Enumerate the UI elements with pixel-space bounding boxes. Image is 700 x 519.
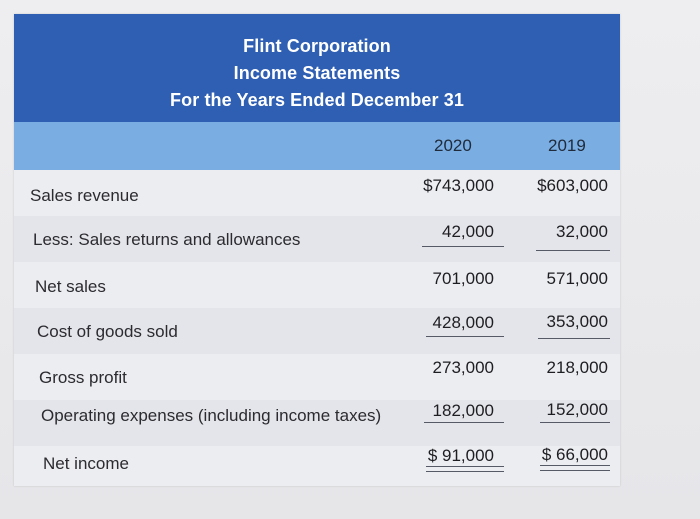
subtotal-underline <box>424 422 504 423</box>
value-2020: $743,000 <box>423 176 494 195</box>
value-2019: $ 66,000 <box>541 445 608 464</box>
row-label: Sales revenue <box>30 186 139 205</box>
total-double-underline <box>540 465 610 471</box>
row-label: Net income <box>43 454 129 473</box>
table-row <box>14 400 620 446</box>
column-header-2019: 2019 <box>548 136 586 155</box>
value-2019: 353,000 <box>546 312 608 331</box>
subtotal-underline <box>536 250 610 251</box>
subtotal-underline <box>540 422 610 423</box>
row-label: Gross profit <box>39 368 127 387</box>
statement-period: For the Years Ended December 31 <box>170 90 464 110</box>
value-2019: 571,000 <box>546 269 608 288</box>
row-label: Less: Sales returns and allowances <box>33 230 301 249</box>
subtotal-underline <box>426 336 504 337</box>
value-2020: 701,000 <box>432 269 494 288</box>
table-row <box>14 262 620 308</box>
value-2019: 152,000 <box>546 400 608 419</box>
total-double-underline <box>426 466 504 472</box>
column-header-band <box>14 122 620 170</box>
subtotal-underline <box>538 338 610 339</box>
value-2019: 32,000 <box>556 222 608 241</box>
value-2020: $ 91,000 <box>427 446 494 465</box>
table-row <box>14 170 620 216</box>
table-row <box>14 308 620 354</box>
column-header-2020: 2020 <box>434 136 472 155</box>
row-label: Operating expenses (including income taxes) <box>41 406 382 425</box>
value-2020: 182,000 <box>432 401 494 420</box>
table-row <box>14 354 620 400</box>
row-label: Net sales <box>35 277 106 296</box>
value-2020: 273,000 <box>432 358 494 377</box>
row-label: Cost of goods sold <box>37 322 178 341</box>
subtotal-underline <box>422 246 504 247</box>
value-2019: $603,000 <box>537 176 608 195</box>
value-2020: 42,000 <box>442 222 494 241</box>
value-2020: 428,000 <box>432 313 494 332</box>
table-row <box>14 446 620 486</box>
value-2019: 218,000 <box>546 358 608 377</box>
statement-title: Income Statements <box>233 63 401 83</box>
income-statement-table <box>14 14 620 486</box>
company-name: Flint Corporation <box>243 36 391 56</box>
table-row <box>14 216 620 262</box>
